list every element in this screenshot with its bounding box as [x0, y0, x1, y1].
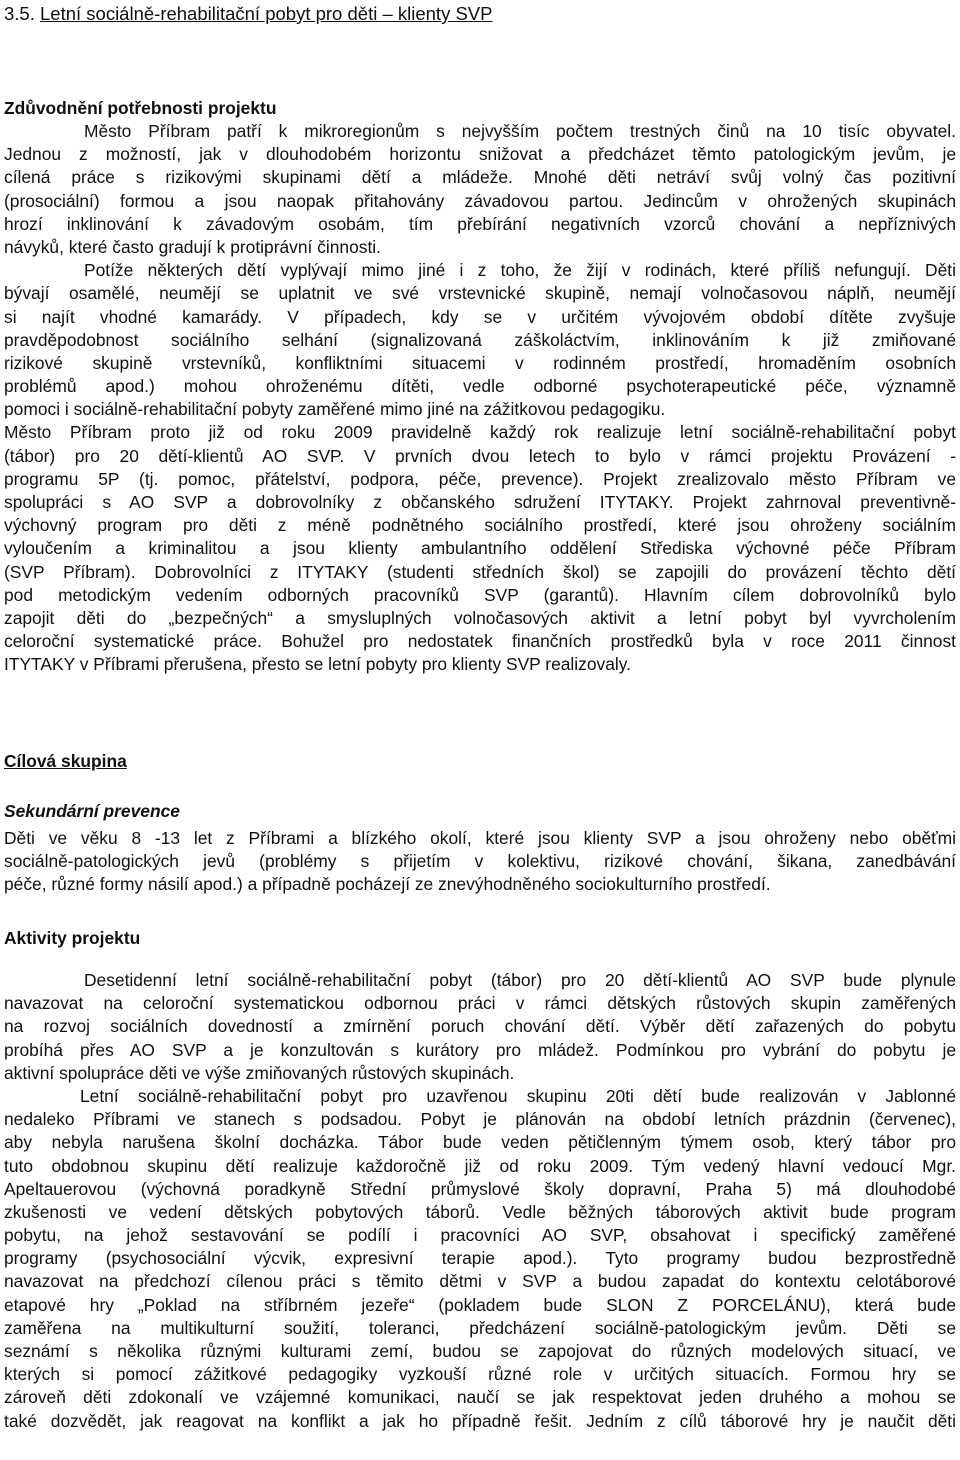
- text-line: navazovat na celoroční systematickou odbornou práci v rámci dětských růstových skupin zaměřených: [4, 993, 956, 1014]
- text-line: návyků, které často gradují k protiprávní činnosti.: [4, 236, 381, 257]
- text-line: péče, různé formy násilí apod.) a případně pocházejí ze znevýhodněného sociokulturního prostředí.: [4, 874, 771, 895]
- paragraph-justification: [4, 120, 956, 677]
- text-line: etapové hry „Poklad na stříbrném jezeře“ (pokladem bude SLON Z PORCELÁNU), která bude: [4, 1294, 956, 1315]
- heading-target-group: Cílová skupina: [4, 751, 127, 771]
- paragraph-target-group: [4, 827, 956, 897]
- text-line: (tábor) pro 20 dětí-klientů AO SVP. V prvních dvou letech to bylo v rámci projektu Provázení -: [4, 445, 956, 466]
- text-line: spolupráci s AO SVP a dobrovolníky z občanského sdružení ITYTAKY. Projekt zahrnoval preventivně-: [4, 492, 956, 512]
- text-line: Potíže některých dětí vyplývají mimo jiné i z toho, že žijí v rodinách, které příliš nefungují. Děti: [84, 260, 956, 281]
- text-line: tuto obdobnou skupinu dětí realizuje každoročně již od roku 2009. Tým vedený hlavní vedoucí Mgr.: [4, 1155, 956, 1176]
- text-line: rizikové skupině vrstevníků, konfliktními situacemi v rodinném prostředí, hromaděním osobních: [4, 352, 956, 373]
- text-line: (prosociální) formou a jsou naopak přitahovány závadovou partou. Jedincům v ohrožených skupinách: [4, 190, 956, 211]
- text-line: sociálně-patologických jevů (problémy s přijetím v kolektivu, rizikové chování, šikana, zanedbávání: [4, 851, 956, 872]
- section-title-text: Letní sociálně-rehabilitační pobyt pro děti – klienty SVP: [40, 3, 493, 24]
- text-line: hrozí inklinování k závadovým osobám, tím přebírání negativních vzorců chování a nepříznivých: [4, 213, 956, 234]
- text-line: pravděpodobnost sociálního selhání (signalizovaná záškoláctvím, inklinováním k již zmiňované: [4, 329, 956, 350]
- text-line: si najít vhodné kamarády. V případech, kdy se v určitém vývojovém období dítěte zvyšuje: [4, 306, 956, 327]
- text-line: Děti ve věku 8 -13 let z Příbrami a blízkého okolí, které jsou klienty SVP a jsou ohroženy nebo oběťmi: [4, 828, 956, 848]
- text-line: zapojit děti do „bezpečných“ a smysluplných volnočasových aktivit a letní pobyt byl vyvrcholením: [4, 607, 956, 628]
- text-line: také dozvědět, jak reagovat na konflikt a jak ho případně řešit. Jedním z cílů táborové hry je naučit děti: [4, 1410, 956, 1431]
- text-line: Město Příbram proto již od roku 2009 pravidelně každý rok realizuje letní sociálně-rehabilitační pobyt: [4, 422, 956, 443]
- text-line: zkušenosti ve vedení dětských pobytových táborů. Vedle běžných táborových aktivit bude program: [4, 1201, 956, 1222]
- text-line: cílená práce s rizikovými skupinami dětí a mládeže. Mnohé děti netráví svůj volný čas pozitivní: [4, 167, 956, 188]
- text-line: celoroční systematické práce. Bohužel pro nedostatek finančních prostředků byla v roce 2011 činnost: [4, 631, 956, 652]
- text-line: ITYTAKY v Příbrami přerušena, přesto se letní pobyty pro klienty SVP realizovaly.: [4, 654, 631, 675]
- heading-justification: Zdůvodnění potřebnosti projektu: [4, 98, 277, 118]
- subheading-secondary-prevention: Sekundární prevence: [4, 801, 180, 821]
- text-line: vyloučením a kriminalitou a jsou klienty ambulantního oddělení Střediska výchovné péče Příbram: [4, 538, 956, 559]
- heading-activities: Aktivity projektu: [4, 928, 141, 948]
- text-line: programu 5P (tj. pomoc, přátelství, podpora, péče, prevence). Projekt zrealizovalo město Příbram ve: [4, 468, 956, 489]
- text-line: aby nebyla narušena školní docházka. Tábor bude veden pětičlenným týmem osob, který tábor pro: [4, 1132, 956, 1153]
- text-line: problémů apod.) mohou ohroženému dítěti, vedle odborné psychoterapeutické péče, významně: [4, 376, 956, 397]
- text-line: pomoci i sociálně-rehabilitační pobyty zaměřené mimo jiné na zážitkovou pedagogiku.: [4, 399, 666, 420]
- text-line: Desetidenní letní sociálně-rehabilitační pobyt (tábor) pro 20 dětí-klientů AO SVP bude plynule: [84, 970, 956, 990]
- text-line: programy (psychosociální výcvik, expresivní terapie apod.). Tyto programy budou bezprostředně: [4, 1248, 956, 1269]
- text-line: zároveň děti zdokonalí ve vzájemné komunikaci, naučí se jak respektovat jeden druhého a mohou se: [4, 1387, 956, 1408]
- text-line: (SVP Příbram). Dobrovolníci z ITYTAKY (studenti středních škol) se zapojili do provázení těchto dětí: [4, 561, 956, 582]
- text-line: pobytu, na jehož sestavování se podílí i pracovníci AO SVP, obsahovat i specifický zaměřené: [4, 1225, 956, 1246]
- text-line: Jednou z možností, jak v dlouhodobém horizontu snižovat a předcházet těmto patologickým jevům, je: [4, 144, 956, 165]
- section-title: [4, 0, 956, 28]
- text-line: zaměřena na multikulturní soužití, toleranci, předcházení sociálně-patologickým jevům. Děti se: [4, 1317, 956, 1338]
- text-line: probíhá přes AO SVP a je konzultován s kurátory pro mládež. Podmínkou pro vybrání do pobytu je: [4, 1039, 956, 1060]
- section-number: 3.5.: [4, 3, 35, 24]
- text-line: výchovný program pro děti z méně podnětného sociálního prostředí, které jsou ohroženy sociálním: [4, 515, 956, 536]
- text-line: na rozvoj sociálních dovedností a zmírnění poruch chování dětí. Výběr dětí zařazených do pobytu: [4, 1016, 956, 1037]
- text-line: aktivní spolupráce děti ve výše zmiňovaných růstových skupinách.: [4, 1062, 515, 1083]
- text-line: Letní sociálně-rehabilitační pobyt pro uzavřenou skupinu 20ti dětí bude realizován v Jablonné: [80, 1085, 956, 1106]
- text-line: Apeltauerovou (výchovná poradkyně Střední průmyslové školy dopravní, Praha 5) má dlouhodobé: [4, 1178, 956, 1199]
- text-line: seznámí s několika různými kulturami zemí, budou se zapojovat do různých modelových situací, ve: [4, 1341, 956, 1361]
- text-line: Město Příbram patří k mikroregionům s nejvyšším počtem trestných činů na 10 tisíc obyvatel.: [84, 121, 956, 141]
- text-line: nedaleko Příbrami ve stanech s podsadou. Pobyt je plánován na období letních prázdnin (červenec),: [4, 1109, 956, 1130]
- text-line: pod metodickým vedením odborných pracovníků SVP (garantů). Hlavním cílem dobrovolníků bylo: [4, 584, 956, 605]
- text-line: bývají osamělé, neumějí se uplatnit ve své vrstevnické skupině, nemají volnočasovou náplň, neumějí: [4, 283, 956, 304]
- text-line: kterých si pomocí zážitkové pedagogiky vyzkouší různé role v určitých situacích. Formou hry se: [4, 1364, 956, 1385]
- text-line: navazovat na předchozí cílenou práci s těmito dětmi v SVP a budou zapadat do kontextu celotáborové: [4, 1271, 956, 1292]
- paragraph-activities: [4, 969, 956, 1433]
